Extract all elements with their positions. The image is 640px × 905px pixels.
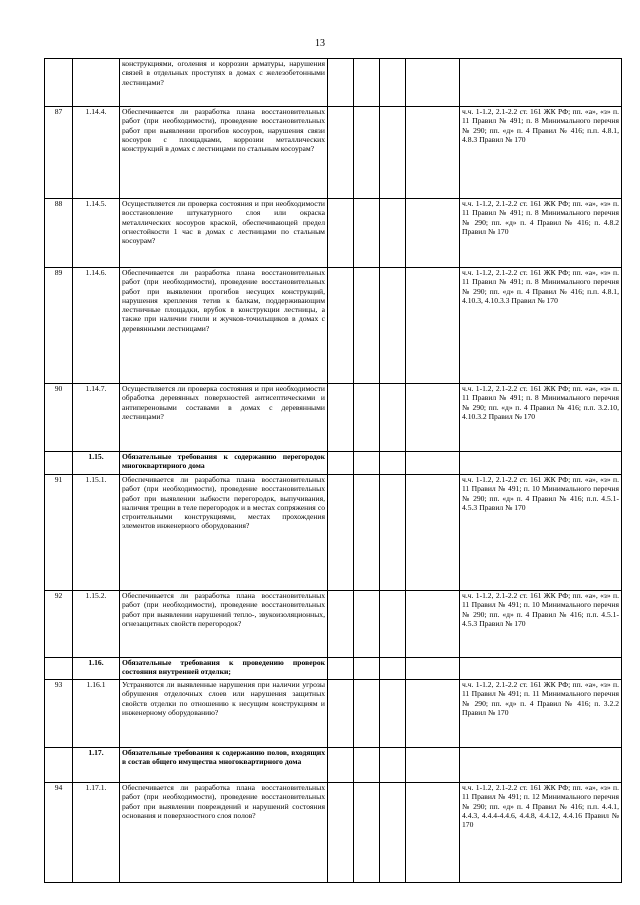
answer-na-cell (380, 452, 406, 475)
legal-reference: ч.ч. 1-1.2, 2.1-2.2 ст. 161 ЖК РФ; пп. «а», «з» п. 11 Правил № 491; п. 12 Минимального перечня № 290; пп. «д» п. 4 Правил № 416; п.п. 4.4.1, 4.4.3, 4.4.4-4.4.6, 4.4.8, 4.4.12, 4.4.16 Правил № 170 (460, 783, 622, 883)
page-number: 13 (315, 38, 325, 49)
answer-no-cell (354, 748, 380, 783)
row-number: 91 (45, 475, 73, 591)
requirement-code: 1.17. (73, 748, 120, 783)
row-number: 90 (45, 384, 73, 452)
answer-yes-cell (328, 59, 354, 107)
table-body (45, 59, 622, 883)
table-row (45, 475, 622, 591)
answer-yes-cell (328, 107, 354, 199)
requirement-code: 1.14.4. (73, 107, 120, 199)
answer-yes-cell (328, 591, 354, 658)
answer-no-cell (354, 59, 380, 107)
answer-yes-cell (328, 783, 354, 883)
answer-no-cell (354, 591, 380, 658)
answer-no-cell (354, 783, 380, 883)
answer-yes-cell (328, 680, 354, 748)
comment-cell (406, 783, 460, 883)
legal-reference: ч.ч. 1-1.2, 2.1-2.2 ст. 161 ЖК РФ; пп. «а», «з» п. 11 Правил № 491; п. 8 Минимального перечня № 290; пп. «д» п. 4 Правил № 416; п. 4.8.2 Правил № 170 (460, 199, 622, 268)
answer-na-cell (380, 748, 406, 783)
requirement-code: 1.16.1 (73, 680, 120, 748)
legal-reference (460, 452, 622, 475)
row-number: 92 (45, 591, 73, 658)
requirement-code: 1.14.5. (73, 199, 120, 268)
requirement-code: 1.14.6. (73, 268, 120, 384)
answer-yes-cell (328, 658, 354, 680)
question-text: Обеспечивается ли разработка плана восстановительных работ (при необходимости), проведение восстановительных работ при выявлении зыбкости перегородок, выпучивания, наличия трещин в теле перегородок и в местах сопряжения со строительными конструкциями, местах прохождения элементов инженерного оборудования? (120, 475, 328, 591)
answer-no-cell (354, 107, 380, 199)
question-text: Осуществляется ли проверка состояния и при необходимости обработка деревянных поверхностей антисептическими и антипереновыми составами в домах с деревянными лестницами? (120, 384, 328, 452)
answer-na-cell (380, 475, 406, 591)
answer-yes-cell (328, 475, 354, 591)
legal-reference: ч.ч. 1-1.2, 2.1-2.2 ст. 161 ЖК РФ; пп. «а», «з» п. 11 Правил № 491; п. 11 Минимального перечня № 290; пп. «д» п. 4 Правил № 416; п. 3.2.2 Правил № 170 (460, 680, 622, 748)
comment-cell (406, 680, 460, 748)
comment-cell (406, 268, 460, 384)
section-row (45, 748, 622, 783)
question-text: Обеспечивается ли разработка плана восстановительных работ (при необходимости), проведение восстановительных работ при выявлении повреждений и нарушений состояния основания и поверхностного слоя полов? (120, 783, 328, 883)
section-row (45, 452, 622, 475)
row-number: 87 (45, 107, 73, 199)
table-row (45, 199, 622, 268)
comment-cell (406, 591, 460, 658)
answer-yes-cell (328, 199, 354, 268)
answer-yes-cell (328, 384, 354, 452)
legal-reference: ч.ч. 1-1.2, 2.1-2.2 ст. 161 ЖК РФ; пп. «а», «з» п. 11 Правил № 491; п. 8 Минимального перечня № 290; пп. «д» п. 4 Правил № 416; п.п. 4.8.1, 4.10.3, 4.10.3.3 Правил № 170 (460, 268, 622, 384)
comment-cell (406, 748, 460, 783)
answer-yes-cell (328, 452, 354, 475)
comment-cell (406, 475, 460, 591)
question-text: Обеспечивается ли разработка плана восстановительных работ (при необходимости), проведение восстановительных работ при выявлении нарушений тепло-, звукоизоляционных, огнезащитных свойств перегородок? (120, 591, 328, 658)
section-row (45, 658, 622, 680)
row-number (45, 658, 73, 680)
requirement-code: 1.14.7. (73, 384, 120, 452)
question-text: Обеспечивается ли разработка плана восстановительных работ (при необходимости), проведение восстановительных работ при выявлении прогибов несущих конструкций, нарушения крепления тетив к балкам, поддерживающим лестничные площадки, врубок в конструкции лестницы, а также при наличии гнили и жучков-точильщиков в домах с деревянными лестницами? (120, 268, 328, 384)
requirement-code: 1.15. (73, 452, 120, 475)
answer-no-cell (354, 384, 380, 452)
answer-na-cell (380, 268, 406, 384)
legal-reference: ч.ч. 1-1.2, 2.1-2.2 ст. 161 ЖК РФ; пп. «а», «з» п. 11 Правил № 491; п. 10 Минимального перечня № 290; пп. «д» п. 4 Правил № 416; п.п. 4.5.1-4.5.3 Правил № 170 (460, 591, 622, 658)
row-number (45, 59, 73, 107)
table-row (45, 783, 622, 883)
table-row (45, 59, 622, 107)
table-row (45, 591, 622, 658)
answer-na-cell (380, 384, 406, 452)
legal-reference (460, 748, 622, 783)
answer-na-cell (380, 59, 406, 107)
comment-cell (406, 59, 460, 107)
table-row (45, 107, 622, 199)
row-number: 93 (45, 680, 73, 748)
legal-reference: ч.ч. 1-1.2, 2.1-2.2 ст. 161 ЖК РФ; пп. «а», «з» п. 11 Правил № 491; п. 8 Минимального перечня № 290; пп. «д» п. 4 Правил № 416; п.п. 3.2.10, 4.10.3.2 Правил № 170 (460, 384, 622, 452)
checklist-table (44, 58, 622, 883)
legal-reference (460, 59, 622, 107)
legal-reference: ч.ч. 1-1.2, 2.1-2.2 ст. 161 ЖК РФ; пп. «а», «з» п. 11 Правил № 491; п. 8 Минимального перечня № 290; пп. «д» п. 4 Правил № 416; п.п. 4.8.1, 4.8.3 Правил № 170 (460, 107, 622, 199)
table-row (45, 384, 622, 452)
answer-yes-cell (328, 268, 354, 384)
row-number: 94 (45, 783, 73, 883)
answer-na-cell (380, 199, 406, 268)
section-heading: Обязательные требования к содержанию полов, входящих в состав общего имущества многоквартирного дома (120, 748, 328, 783)
answer-yes-cell (328, 748, 354, 783)
answer-no-cell (354, 452, 380, 475)
question-text: конструкциями, оголения и коррозии арматуры, нарушения связей в отдельных проступях в домах с железобетонными лестницами? (120, 59, 328, 107)
answer-na-cell (380, 658, 406, 680)
answer-no-cell (354, 680, 380, 748)
comment-cell (406, 452, 460, 475)
requirement-code: 1.15.1. (73, 475, 120, 591)
answer-na-cell (380, 591, 406, 658)
requirement-code: 1.15.2. (73, 591, 120, 658)
question-text: Обеспечивается ли разработка плана восстановительных работ (при необходимости), проведение восстановительных работ при выявлении прогибов косоуров, нарушения связи косоуров с площадками, коррозии металлических конструкций в домах с лестницами по стальным косоурам? (120, 107, 328, 199)
table-row (45, 680, 622, 748)
legal-reference (460, 658, 622, 680)
comment-cell (406, 384, 460, 452)
comment-cell (406, 199, 460, 268)
answer-na-cell (380, 680, 406, 748)
answer-no-cell (354, 475, 380, 591)
answer-no-cell (354, 199, 380, 268)
row-number (45, 452, 73, 475)
requirement-code (73, 59, 120, 107)
row-number: 88 (45, 199, 73, 268)
requirement-code: 1.17.1. (73, 783, 120, 883)
row-number: 89 (45, 268, 73, 384)
requirement-code: 1.16. (73, 658, 120, 680)
answer-no-cell (354, 268, 380, 384)
question-text: Осуществляется ли проверка состояния и при необходимости восстановление штукатурного слоя или окраска металлических косоуров краской, обеспечивающей предел огнестойкости 1 час в домах с лестницами по стальным косоурам? (120, 199, 328, 268)
table-row (45, 268, 622, 384)
row-number (45, 748, 73, 783)
legal-reference: ч.ч. 1-1.2, 2.1-2.2 ст. 161 ЖК РФ; пп. «а», «з» п. 11 Правил № 491; п. 10 Минимального перечня № 290; пп. «д» п. 4 Правил № 416; п.п. 4.5.1-4.5.3 Правил № 170 (460, 475, 622, 591)
section-heading: Обязательные требования к проведению проверок состояния внутренней отделки; (120, 658, 328, 680)
answer-na-cell (380, 107, 406, 199)
comment-cell (406, 658, 460, 680)
section-heading: Обязательные требования к содержанию перегородок многоквартирного дома (120, 452, 328, 475)
question-text: Устраняются ли выявленные нарушения при наличии угрозы обрушения отделочных слоев или нарушения защитных свойств отделки по отношению к несущим конструкциям и инженерному оборудованию? (120, 680, 328, 748)
comment-cell (406, 107, 460, 199)
answer-no-cell (354, 658, 380, 680)
answer-na-cell (380, 783, 406, 883)
